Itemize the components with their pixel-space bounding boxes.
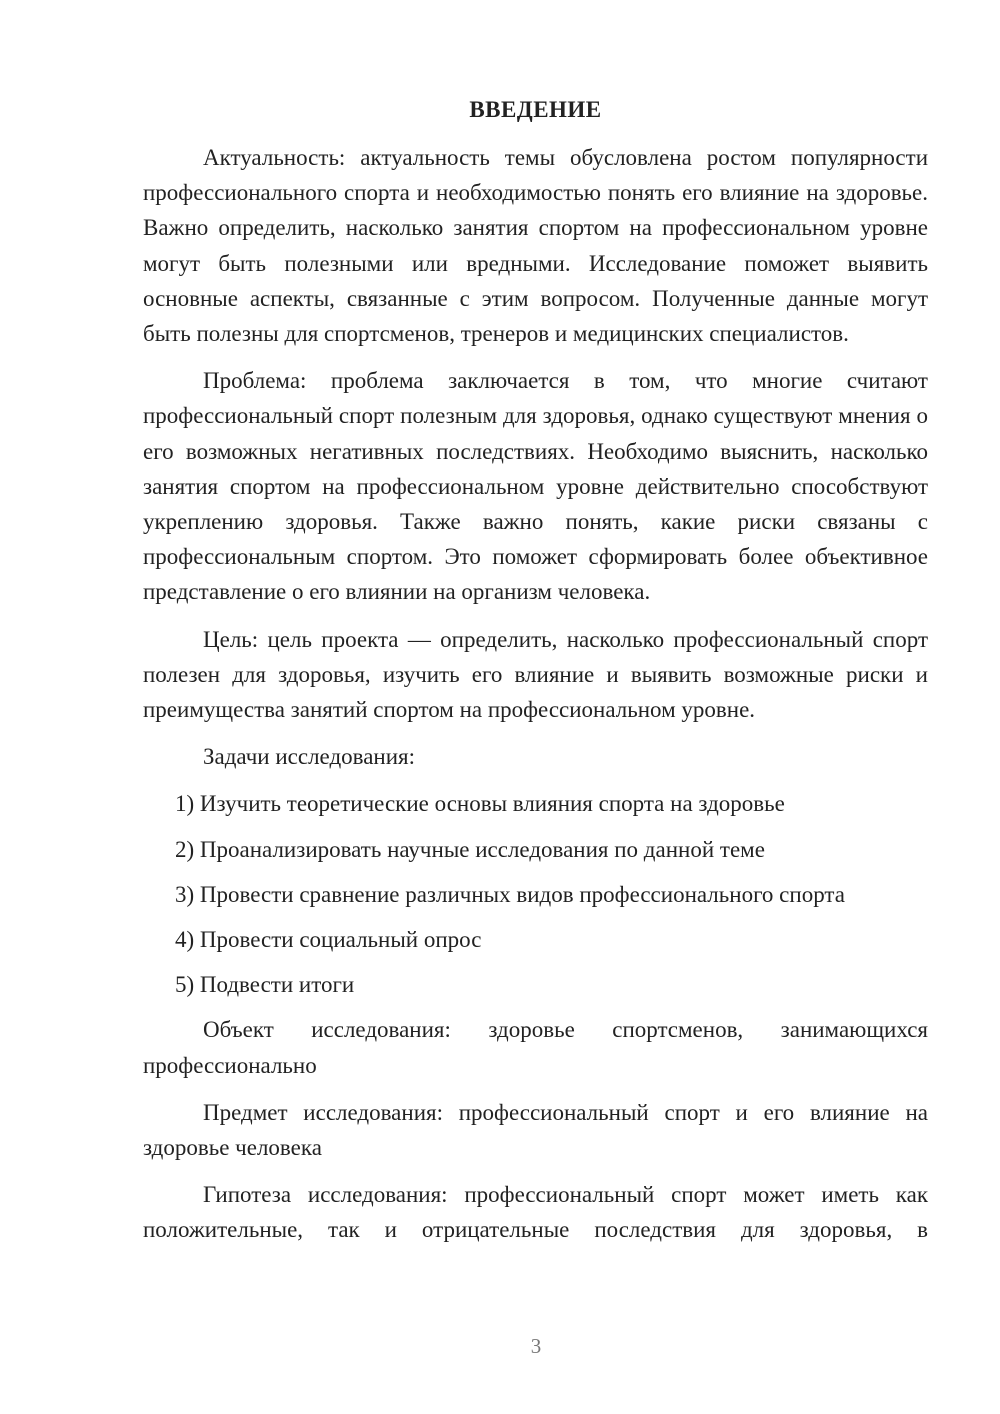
paragraph-goal: Цель: цель проекта — определить, насколько профессиональный спорт полезен для здоровья, изучить его влияние и выявить возможные риски и преимущества занятий спортом на профессиональном уровне. (143, 626, 928, 723)
paragraph-subject: Предмет исследования: профессиональный спорт и его влияние на здоровье человека (143, 1099, 928, 1161)
paragraph-hypothesis: Гипотеза исследования: профессиональный спорт может иметь как положительные, так и отрицательные последствия для здоровья, в (143, 1182, 928, 1243)
page-heading: ВВЕДЕНИЕ (469, 97, 602, 122)
task-item-1: 1) Изучить теоретические основы влияния спорта на здоровье (175, 791, 785, 817)
paragraph-object: Объект исследования: здоровье спортсменов, занимающихся профессионально (143, 1017, 928, 1078)
task-item-4: 4) Провести социальный опрос (175, 927, 482, 953)
paragraph-problem: Проблема: проблема заключается в том, что многие считают профессиональный спорт полезным для здоровья, однако существуют мнения о его возможных негативных последствиях. Необходимо выяснить, насколько занятия спортом на профессиональном уровне действительно способствуют укреплению здоровья. Также важно понять, какие риски связаны с профессиональным спортом. Это поможет сформировать более объективное представление о его влиянии на организм человека. (143, 368, 928, 605)
task-item-3: 3) Провести сравнение различных видов профессионального спорта (175, 881, 845, 907)
tasks-title: Задачи исследования: (203, 744, 416, 770)
page-content (143, 94, 928, 1248)
page-number: 3 (530, 1334, 542, 1358)
task-item-5: 5) Подвести итоги (175, 972, 355, 998)
paragraph-relevance: Актуальность: актуальность темы обусловлена ростом популярности профессионального спорта и необходимостью понять его влияние на здоровье. Важно определить, насколько занятия спортом на профессиональном уровне могут быть полезными или вредными. Исследование поможет выявить основные аспекты, связанные с этим вопросом. Полученные данные могут быть полезны для спортсменов, тренеров и медицинских специалистов. (143, 145, 928, 347)
task-item-2: 2) Проанализировать научные исследования по данной теме (175, 836, 765, 862)
